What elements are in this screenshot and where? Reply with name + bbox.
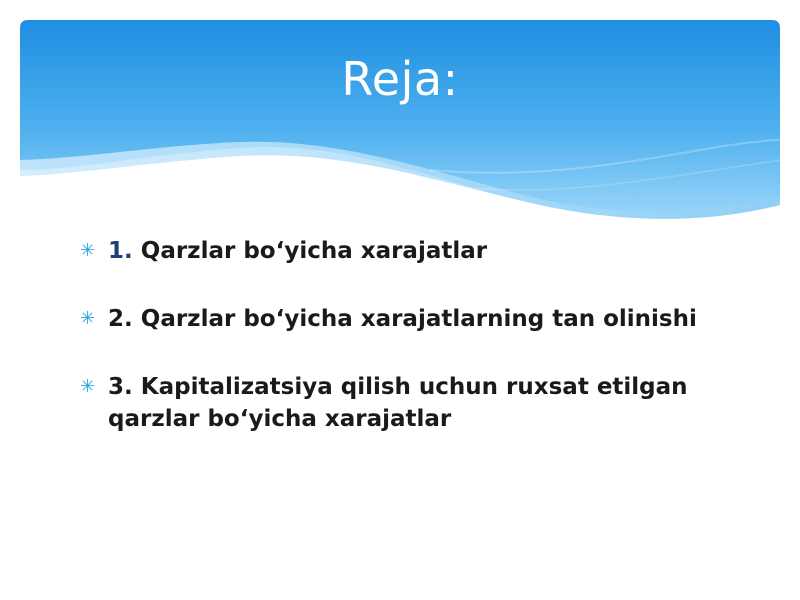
header-wave-background bbox=[0, 0, 800, 240]
list-item bbox=[80, 235, 740, 267]
item-text: Qarzlar bo‘yicha xarajatlar bbox=[140, 238, 488, 264]
list-item bbox=[80, 303, 740, 335]
item-text: Kapitalizatsiya qilish uchun ruxsat etilgan qarzlar bo‘yicha xarajatlar bbox=[108, 374, 688, 432]
slide-title: Reja: bbox=[341, 52, 459, 106]
asterisk-bullet-icon: ✳ bbox=[80, 240, 96, 261]
item-number: 3. bbox=[108, 374, 133, 400]
asterisk-bullet-icon: ✳ bbox=[80, 308, 96, 329]
item-text: Qarzlar bo‘yicha xarajatlarning tan olinishi bbox=[140, 306, 697, 332]
item-number: 2. bbox=[108, 306, 133, 332]
item-number: 1. bbox=[108, 238, 133, 264]
list-item bbox=[80, 371, 740, 435]
asterisk-bullet-icon: ✳ bbox=[80, 376, 96, 397]
bullet-list bbox=[80, 235, 740, 471]
